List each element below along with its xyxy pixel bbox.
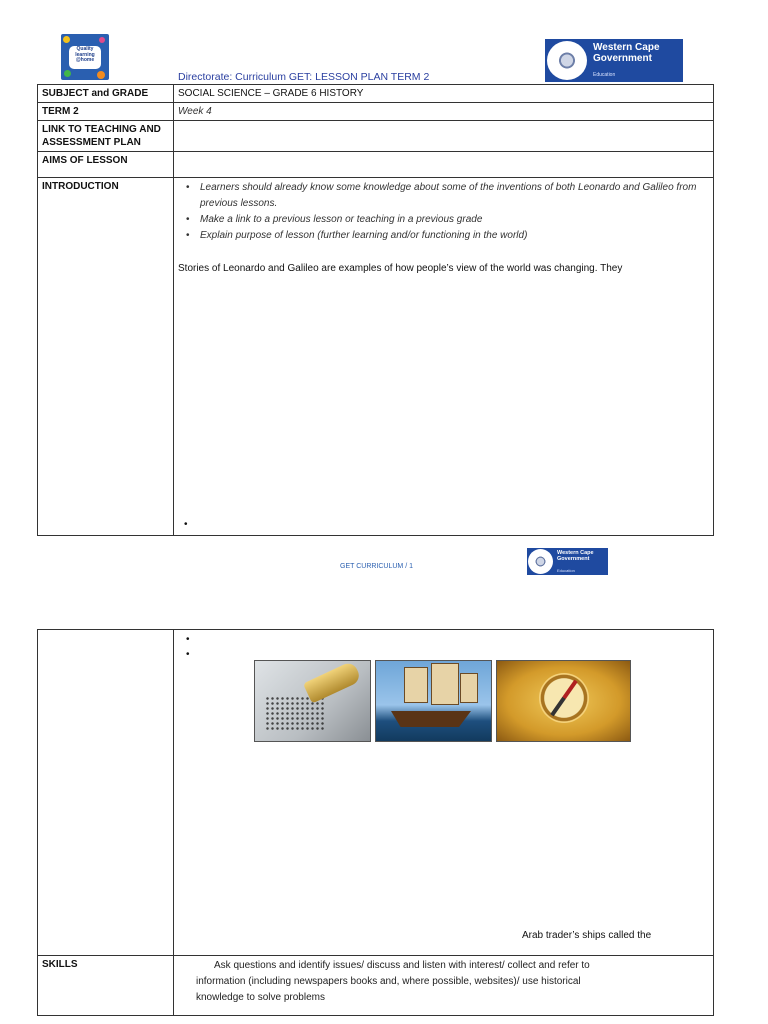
empty-bullet: • (186, 634, 190, 645)
table-row (38, 152, 714, 178)
coat-of-arms-icon (547, 41, 587, 80)
list-item: • Explain purpose of lesson (further learning and/or functioning in the world) (200, 228, 709, 244)
wcg-small-title: Western Cape Government (557, 550, 594, 562)
row-value: Week 4 (174, 103, 714, 121)
row-label: INTRODUCTION (38, 178, 174, 536)
directorate-title: Directorate: Curriculum GET: LESSON PLAN TERM 2 (178, 71, 430, 83)
table-row (38, 103, 714, 121)
wcg-logo-sub: Education (593, 72, 616, 78)
table-row (38, 121, 714, 152)
row-label: AIMS OF LESSON (38, 152, 174, 178)
skills-text: Ask questions and identify issues/ discuss and listen with interest/ collect and refer to information (including newspapers books and, where possible, websites)/ use historical knowledge to solve problems (196, 960, 590, 1003)
ship-image (375, 660, 492, 742)
row-value (174, 121, 714, 152)
row-value: SOCIAL SCIENCE – GRADE 6 HISTORY (174, 85, 714, 103)
row-label: SUBJECT and GRADE (38, 85, 174, 103)
introduction-text: Stories of Leonardo and Galileo are examples of how people’s view of the world was changing. They (178, 263, 623, 274)
western-cape-logo (545, 39, 683, 82)
list-item: • Learners should already know some knowledge about some of the inventions of both Leonardo and Galileo from previous lessons. (200, 180, 709, 212)
empty-bullet: • (184, 519, 188, 530)
image-caption: Arab trader’s ships called the (522, 930, 652, 941)
row-value (174, 152, 714, 178)
row-label: TERM 2 (38, 103, 174, 121)
row-label: LINK TO TEACHING AND ASSESSMENT PLAN (38, 121, 174, 152)
table-row (38, 85, 714, 103)
lesson-plan-table (37, 84, 714, 536)
introduction-content (174, 178, 714, 536)
introduction-bullets (178, 180, 709, 244)
empty-bullet: • (186, 649, 190, 660)
compass-image (496, 660, 631, 742)
western-cape-logo-small (527, 548, 608, 575)
page-footer: GET CURRICULUM / 1 (340, 563, 413, 570)
row-label (38, 630, 174, 956)
quality-learning-logo (61, 34, 109, 80)
coat-of-arms-icon (528, 549, 553, 574)
gunpowder-image (254, 660, 371, 742)
wcg-logo-title: Western Cape Government (593, 42, 660, 64)
skills-label: SKILLS (38, 956, 174, 1016)
list-item: • Make a link to a previous lesson or teaching in a previous grade (200, 212, 709, 228)
skills-content (174, 956, 714, 1016)
ql-logo-text: Quality learning @home (69, 46, 101, 69)
table-row (38, 178, 714, 536)
table-row (38, 956, 714, 1016)
wcg-small-sub: Education (557, 568, 575, 573)
